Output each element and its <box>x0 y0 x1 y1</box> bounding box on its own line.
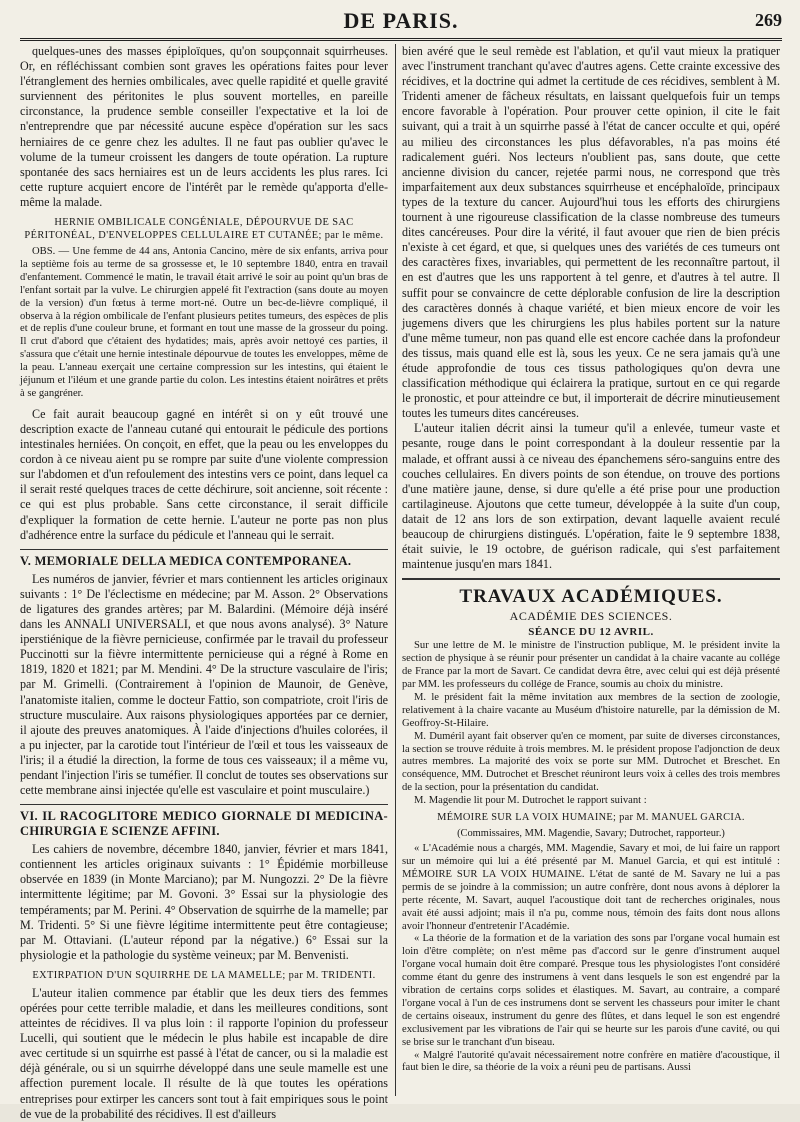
magendie-line: M. Magendie lit pour M. Dutrochet le rapport suivant : <box>414 795 647 807</box>
after-obs-paragraph: Ce fait aurait beaucoup gagné en intérêt si on y eût trouvé une description exacte de l'anneau cutané qui entourait le pédicule des portions intestinales herniées. On conçoit, en effet, que la peau ou les enveloppes du cordon à ce niveau aient pu se rompre par suite d'une violente compression sur l'abdomen et d'un refoulement des intestins vers ce point, dans lequel ca il serait resté quelques traces de cette déchirure, soit ancienne, soit récente : ce qui est plus probable. Sans cette circonstance, il serait difficile d'expliquer la formation de cette hernie. L'auteur ne porte pas non plus d'adhérence entre la surface du pédicule et l'anneau qui le serrait. <box>20 406 388 542</box>
hernie-heading: HERNIE OMBILICALE CONGÉNIALE, DÉPOURVUE DE SAC PÉRITONÉAL, D'ENVELOPPES CELLULAIRE ET CUTANÉE; par le même. <box>24 217 384 242</box>
travaux-section-header <box>402 578 780 640</box>
seance-date: SÉANCE DU 12 AVRIL. <box>528 626 654 639</box>
report-paragraph: « La théorie de la formation et de la variation des sons par l'organe vocal humain est loin d'être complète; on n'est même pas d'accord sur le genre d'instrument auquel l'organe vocal humain doit être comparé. Presque tous les physiologistes l'ont considéré comme étant du genre des instrumens à vent dans lesquels le son est engendré par la vibration de certains corps solides et élastiques. M. Savart, au contraire, a comparé l'organe vocal à l'un de ces instrumens dont se servent les chasseurs pour imiter le chant de certains oiseaux, instrument du genre des flûtes, et dans lequel le son est engendré exclusivement par les vibrations de l'air qui se heurte sur les parois d'une cavité, ou qui se brise sur le tranchant d'un biseau. <box>402 933 780 1048</box>
section-vi-paragraph: Les cahiers de novembre, décembre 1840, janvier, février et mars 1841, contiennent les articles originaux suivants : 1° Épidémie morbilleuse observée en 1839 (in Monte Marciano); par M. Nungozzi. 2° De la fièvre intermittente légitime; par M. Govoni. 3° Essai sur la physiologie des tempéraments; par M. Perini. 4° Observation de squirrhe de la mamelle; par M. Tridenti. 5° Si une fièvre légitime intermittente peut être contagieuse; par M. Ottaviani. (L'auteur répond par la négative.) 6° Essai sur la physiologie et la pathologie du système veineux; par M. Benvenisti. <box>20 842 388 962</box>
intro-paragraph: quelques-unes des masses épiploïques, qu'on soupçonnait squirrheuses. Or, en réfléchissant combien sont graves les opérations faites pour lever l'étranglement des hernies ombilicales, avec quelle rapidité et quelle gravité surviennent des péritonites le plus souvent mortelles, en pareille circonstance, la prudence semble conseiller l'expectative et la loi de n'entreprendre que par nécessité aucune espèce d'opération sur les sacs herniaires de ce genre chez les adultes. Il ne faut pas oublier qu'avec le volume de la tumeur croissent les dangers de toute opération. La rupture spontanée des sacs herniaires est un de leurs accidents les plus rares. Ici cette rupture acquiert encore de l'intérêt par le remède qu'apporta d'elle-même la malade. <box>20 44 388 209</box>
section-v-heading: V. MEMORIALE DELLA MEDICA CONTEMPORANEA. <box>20 549 388 569</box>
right-column <box>402 44 780 1096</box>
page-title: DE PARIS. <box>343 8 459 33</box>
page-number: 269 <box>755 10 782 30</box>
extirpation-paragraph: L'auteur italien commence par établir que les deux tiers des femmes opérées pour cette terrible maladie, et dans les meilleures conditions, sont atteintes de récidives. Il va plus loin : il rapporte l'opinion du professeur Lucelli, qui soutient que le médecin le plus habile est incapable de dire avec certitude si un squirrhe est passé à l'état de cancer, ou si la maladie est déjà générale, ou si un squirrhe développé dans une seule mamelle est une affection purement locale. Il résulte de là que toutes les opérations entreprises pour extirper les cancers sont tout à fait empiriques sous le point de vue de la probabilité des récidives. Il est d'ailleurs <box>20 985 388 1121</box>
travaux-title: TRAVAUX ACADÉMIQUES. <box>459 586 723 608</box>
academie-title: ACADÉMIE DES SCIENCES. <box>509 609 673 624</box>
seance-paragraph: M. le président fait la même invitation aux membres de la section de zoologie, relativement à la chaire vacante au Muséum d'histoire naturelle, par la démission de M. Geoffroy-St-Hilaire. <box>402 691 780 729</box>
report-paragraph: « Malgré l'autorité qu'avait nécessairement notre confrère en matière d'acoustique, il faut bien le dire, sa théorie de la voix a réuni peu de partisans. Aussi <box>402 1049 780 1074</box>
memoire-heading: MÉMOIRE SUR LA VOIX HUMAINE; par M. MANUEL GARCIA. <box>437 812 745 824</box>
section-vi-heading: VI. IL RACOGLITORE MEDICO GIORNALE DI MEDICINA-CHIRURGIA E SCIENZE AFFINI. <box>20 804 388 839</box>
seance-paragraph: M. Duméril ayant fait observer qu'en ce moment, par suite de diverses circonstances, la section se trouve réduite à trois membres. M. le président propose l'adjonction de deux autres membres. La majorité des voix se porte sur MM. Dutrochet et Breschet. En conséquence, MM. Dutrochet et Breschet réuniront leurs voix à celles des trois membres de la section, pour la présentation du candidat. <box>402 730 780 794</box>
report-paragraph: « L'Académie nous a chargés, MM. Magendie, Savary et moi, de lui faire un rapport sur un mémoire qui lui a été présenté par M. Manuel Garcia, et qui est intitulé : MÉMOIRE SUR LA VOIX HUMAINE. L'état de santé de M. Savary ne lui a pas permis de se joindre à la commission; un autre confrère, dont nous avons à déplorer la perte récente, M. Savart, auquel l'acoustique doit tant de recherches originales, nous avait été aussi adjoint; mais il n'a pu, comme nous, témoin des faits dont nous allons avoir l'honneur d'entretenir l'Académie. <box>402 843 780 932</box>
seance-paragraph: Sur une lettre de M. le ministre de l'instruction publique, M. le président invite la section de physique à se réunir pour présenter un candidat à la chaire vacante au collége de France par la mort de Savart. Ce candidat devra être, avec celui qui est déjà présenté par MM. les professeurs du collége de France, soumis au choix du ministre. <box>402 640 780 690</box>
section-v-paragraph: Les numéros de janvier, février et mars contiennent les articles originaux suivants : 1° De l'éclectisme en médecine; par M. Asson. 2° Observations de ligatures des grandes artères; par M. Balardini. (Mémoire déjà inséré dans les ANNALI UNIVERSALI, et que nous avons analysé). 3° Nature iperstiénique de la fièvre pernicieuse, confirmée par le travail du professeur Puccinotti sur la fièvre intermittente pernicieuse qui a régné à Rome en 1819, 1820 et 1821; par M. Mendini. 4° De la structure vasculaire de l'iris; par M. Grimelli. (Contrairement à l'opinion de Maunoir, de Genève, l'anatomiste italien, comme le docteur Fattio, son compatriote, croit l'iris de structure musculaire. Aux raisons physiologiques apportées par ce dernier, il ajoute des preuves anatomiques. À l'aide d'injections d'huiles colorées, il a pu injecter, par la carotide tout l'intérieur de l'œil et tous les vaisseaux de l'iris; il a étudié la direction, la forme de tous ces vaisseaux; il a même vu, pendant l'injection l'iris se tuméfier. Il conclut de toutes ses observations sur cette membrane ainsi injectée qu'elle est vasculaire et point musculaire.) <box>20 571 388 798</box>
running-header <box>20 8 782 34</box>
left-column <box>20 44 388 1121</box>
extirpation-heading: EXTIRPATION D'UN SQUIRRHE DE LA MAMELLE; par M. TRIDENTI. <box>32 969 376 981</box>
obs-paragraph: OBS. — Une femme de 44 ans, Antonia Cancino, mère de six enfants, arriva pour la septième fois au terme de sa grossesse et, le 10 septembre 1840, entra en travail d'enfantement. Commencé le matin, le travail était arrivé le soir au point qu'un bras de l'enfant sortait par la vulve. Le chirurgien appelé fit l'extraction (sans doute au moyen de la version) d'un fœtus à terme mort-né. Outre un bec-de-lièvre compliqué, il observa à la région ombilicale de l'enfant plusieurs petites tumeurs, des espèces de plis et de replis d'une couleur brune, et formant en tout une masse de la grosseur du poing. Il crut d'abord que c'étaient des hydatides; mais, après avoir nettoyé ces parties, il s'assura que c'était une hernie intestinale dépourvue de toutes les enveloppes, même de la peau. L'anneau exerçait une certaine compression sur les intestins, qui étaient le jéjunum et l'iléum et une grande partie du colon. Les intestins étaient noirâtres et prêts à se gangréner. <box>20 246 388 399</box>
second-paragraph: L'auteur italien décrit ainsi la tumeur qu'il a enlevée, tumeur vaste et pesante, rouge dans le point correspondant à la douleur ressentie par la malade, et offrant aussi à ce niveau des épanchemens séro-sanguins entre des couches cellulaires. En divers points de son étendue, on trouve des portions d'une matière jaune, dense, si dure qu'elle a été prise pour une production cartilagineuse. Ajoutons que cette tumeur, développée à la suite d'un coup, datait de 12 ans lors de son extirpation, devant laquelle avaient reculé beaucoup de chirurgiens distingués. L'opération, faite le 9 septembre 1838, était suivie, le 19 octobre, de guérison radicale, qui s'est parfaitement maintenue jusqu'en mars 1841. <box>402 421 780 572</box>
column-divider <box>395 44 396 1096</box>
commissaires-line: (Commissaires, MM. Magendie, Savary; Dutrochet, rapporteur.) <box>457 828 725 840</box>
continued-paragraph: bien avéré que le seul remède est l'ablation, et qu'il vaut mieux la pratiquer avec l'instrument tranchant qu'avec d'autres agens. Cette crainte excessive des récidives, et la doctrine qui admet la certitude de ces récidives, semblent à M. Tridenti amener de fâcheux résultats, en laissant quelquefois fuir un temps encore favorable à l'opération. Pour prouver cette opinion, il cite le fait suivant, qui a trait à un squirrhe passé à l'état de cancer occulte et qui, opéré au milieu des circonstances les plus défavorables, n'a pas moins été radicalement guéri. Nos lecteurs n'oublient pas, sans doute, que cette ancienne division du cancer, rejetée parmi nous, ne correspond que très imparfaitement aux deux substances squirrheuse et encéphaloïde, principaux types de la texture du cancer. Aujourd'hui tous les efforts des chirurgiens tournent à une rigoureuse classification de la classe nombreuse des tumeurs dites cancéreuses. Pour dire la vérité, il faut avouer que rien de bien précis n'existe à cet égard, et que, si quelques unes des variétés de ces tumeurs ont des caractères fixes, invariables, qui permettent de les reconnaître partout, il en est d'autres que les uns rapportent à tel genre, et d'autres à tel autre. Il suffit pour se convaincre de cette déplorable confusion de lire la description des caractères donnés à chaque variété, et bien mieux encore de voir les jugemens divers que les chirurgiens les plus habiles portent sur la nature d'une même tumeur, non pas quand elle est encore cachée dans la profondeur des tissus, mais quand elle est là, sous les yeux. Ce ne sera jamais qu'à une étude approfondie de tous ces tissus pathologiques qu'on devra une classification méthodique qui éclairera la pratique, surtout en ce qui regarde le pronostic, et pour atteindre ce but, il importerait de décrire minutieusement toutes les tumeurs dites cancéreuses. <box>402 44 780 421</box>
header-rule <box>20 38 782 41</box>
